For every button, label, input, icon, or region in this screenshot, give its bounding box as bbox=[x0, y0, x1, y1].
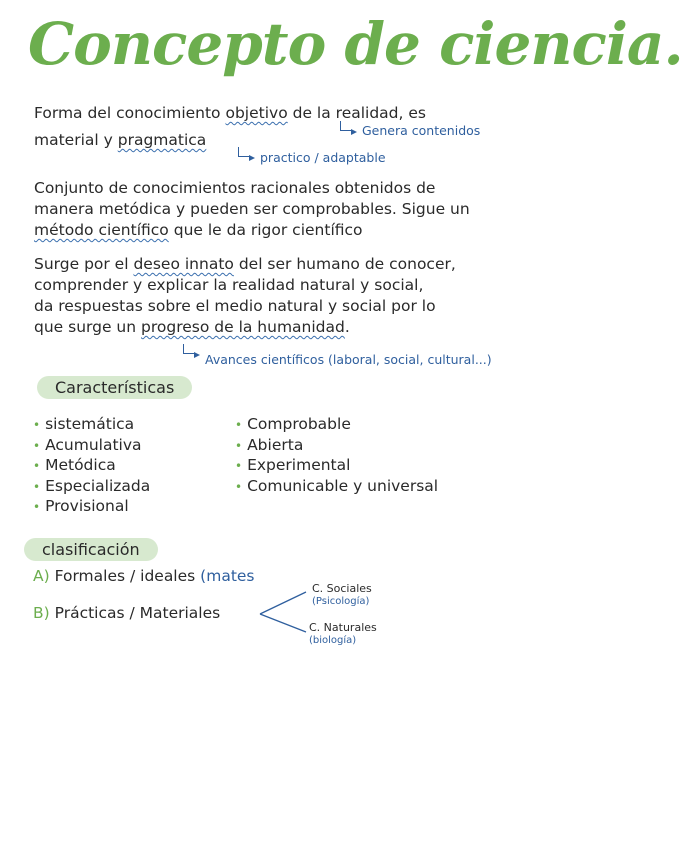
classification-a: A) Formales / ideales (mates bbox=[33, 567, 255, 585]
characteristics-heading: Características bbox=[37, 376, 192, 399]
list-item: • Acumulativa bbox=[33, 435, 142, 454]
list-item: • Experimental bbox=[235, 456, 351, 474]
p2-line1: Conjunto de conocimientos racionales obtenidos de bbox=[34, 179, 436, 197]
list-item: • sistemática bbox=[33, 415, 135, 433]
arrow-icon bbox=[340, 121, 351, 131]
bullet-icon: • bbox=[235, 479, 243, 494]
note-avances: Avances científicos (laboral, social, cultural...) bbox=[205, 352, 492, 367]
bullet-icon: • bbox=[33, 438, 41, 453]
highlight-progreso: progreso de la humanidad bbox=[141, 318, 345, 336]
classification-b: B) Prácticas / Materiales bbox=[33, 604, 221, 622]
bullet-icon: • bbox=[235, 438, 243, 453]
list-item: • Comunicable y universal bbox=[235, 476, 439, 495]
list-item: • Metódica bbox=[33, 456, 116, 474]
highlight-deseo: deseo innato bbox=[133, 255, 234, 273]
p3-line2: comprender y explicar la realidad natural y social, bbox=[34, 276, 424, 294]
p1-line1: Forma del conocimiento objetivo de la realidad, es bbox=[34, 104, 426, 122]
bullet-icon: • bbox=[33, 479, 41, 494]
characteristics-list-1 bbox=[33, 414, 150, 517]
bullet-icon: • bbox=[235, 459, 243, 473]
bullet-icon: • bbox=[33, 500, 41, 514]
highlight-metodo: método científico bbox=[34, 221, 169, 239]
highlight-pragmatica: pragmatica bbox=[117, 131, 207, 149]
list-item: • Provisional bbox=[33, 497, 129, 515]
list-item: • Especializada bbox=[33, 476, 151, 495]
page-title: Concepto de ciencia. bbox=[28, 10, 683, 78]
arrow-icon bbox=[238, 147, 249, 157]
p1-line2: material y pragmatica bbox=[34, 131, 207, 149]
bullet-icon: • bbox=[235, 418, 243, 432]
p3-line3: da respuestas sobre el medio natural y social por lo bbox=[34, 297, 436, 315]
p3-line4: que surge un progreso de la humanidad. bbox=[34, 318, 350, 336]
p3-line1: Surge por el deseo innato del ser humano de conocer, bbox=[34, 255, 456, 273]
arrow-icon bbox=[183, 344, 194, 354]
bullet-icon: • bbox=[33, 459, 41, 473]
classification-heading: clasificación bbox=[24, 538, 158, 561]
branch-bracket-icon bbox=[258, 588, 310, 636]
characteristics-list-2 bbox=[235, 414, 438, 496]
note-practico: practico / adaptable bbox=[260, 150, 386, 165]
list-item: • Abierta bbox=[235, 435, 304, 454]
highlight-objetivo: objetivo bbox=[225, 104, 288, 122]
note-genera: Genera contenidos bbox=[362, 123, 481, 138]
branch-naturales: C. Naturales (biología) bbox=[309, 621, 377, 646]
bullet-icon: • bbox=[33, 418, 41, 432]
p2-line3: método científico que le da rigor científico bbox=[34, 221, 363, 239]
p2-line2: manera metódica y pueden ser comprobables. Sigue un bbox=[34, 200, 470, 218]
branch-sociales: C. Sociales (Psicología) bbox=[312, 582, 372, 607]
list-item: • Comprobable bbox=[235, 415, 351, 433]
